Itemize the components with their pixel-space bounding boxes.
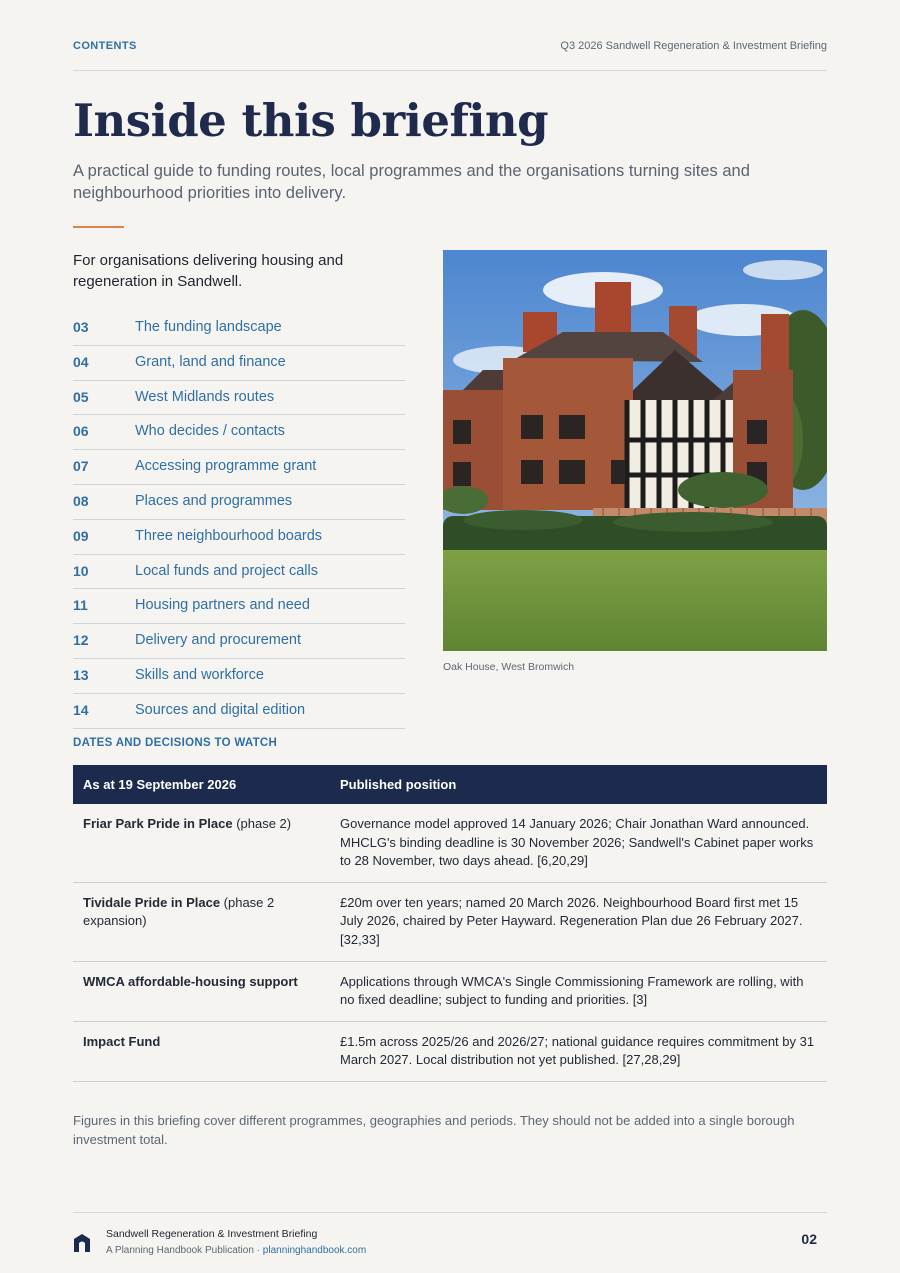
section-label: CONTENTS <box>73 40 137 52</box>
position-cell: Applications through WMCA's Single Commissioning Framework are rolling, with no fixed deadline; subject to funding and priorities. [3] <box>330 961 827 1021</box>
item-name: WMCA affordable-housing support <box>83 973 298 989</box>
footer-publication-title: Sandwell Regeneration & Investment Briefing <box>106 1228 318 1240</box>
publisher-name: A Planning Handbook Publication · <box>106 1245 263 1256</box>
toc-page-number: 07 <box>73 458 89 475</box>
accent-rule <box>73 226 124 228</box>
toc-page-number: 11 <box>73 597 88 614</box>
position-cell: £1.5m across 2025/26 and 2026/27; national guidance requires commitment by 31 March 2027. Local distribution not yet published. [27,28,29] <box>330 1021 827 1081</box>
table-row <box>73 882 827 961</box>
publisher-logo-icon <box>73 1233 91 1258</box>
toc-item[interactable] <box>73 520 405 555</box>
audience-statement: For organisations delivering housing and regeneration in Sandwell. <box>73 252 344 290</box>
table-row <box>73 1021 827 1081</box>
table-row <box>73 804 827 882</box>
item-cell <box>73 882 330 961</box>
toc-item[interactable] <box>73 624 405 659</box>
toc-label: Skills and workforce <box>135 666 264 683</box>
toc-item[interactable] <box>73 485 405 520</box>
item-name: Friar Park Pride in Place <box>83 816 233 831</box>
position-cell: Governance model approved 14 January 2026; Chair Jonathan Ward announced. MHCLG's binding deadline is 30 November 2026; Sandwell's Cabinet paper works to 28 November, two days ahead. [6,20,29] <box>330 804 827 882</box>
toc-item[interactable] <box>73 450 405 485</box>
item-qualifier: (phase 2 expansion) <box>83 894 275 929</box>
item-name: Tividale Pride in Place <box>83 894 221 910</box>
publisher-link[interactable]: planninghandbook.com <box>262 1245 367 1256</box>
running-title: Q3 2026 Sandwell Regeneration & Investment Briefing <box>560 40 827 52</box>
toc-page-number: 06 <box>73 423 89 440</box>
toc-label: Local funds and project calls <box>135 562 318 579</box>
toc-label: Sources and digital edition <box>135 701 306 718</box>
position-cell: £20m over ten years; named 20 March 2026. Neighbourhood Board first met 15 July 2026, chaired by Peter Hayward. Regeneration Plan due 26 February 2027. [32,33] <box>330 882 827 961</box>
item-cell <box>73 1021 330 1081</box>
toc-item[interactable] <box>73 346 405 381</box>
toc-item[interactable] <box>73 694 405 729</box>
toc-page-number: 13 <box>73 666 89 683</box>
running-header <box>73 38 827 71</box>
column-header: Published position <box>330 765 827 804</box>
toc-page-number: 08 <box>73 492 89 509</box>
toc-item[interactable] <box>73 311 405 346</box>
table-row <box>73 961 827 1021</box>
watch-heading: DATES AND DECISIONS TO WATCH <box>73 737 278 749</box>
footnote: Figures in this briefing cover different programmes, geographies and periods. They should not be added into a single borough investment total. <box>73 1113 795 1147</box>
toc-label: Who decides / contacts <box>135 423 285 440</box>
toc-label: Housing partners and need <box>135 597 310 614</box>
toc-label: Places and programmes <box>135 492 293 509</box>
toc-page-number: 03 <box>73 319 89 335</box>
photo-caption: Oak House, West Bromwich <box>443 661 575 673</box>
toc-page-number: 12 <box>73 632 89 649</box>
table-of-contents <box>73 311 405 729</box>
toc-label: West Midlands routes <box>135 388 275 405</box>
toc-item[interactable] <box>73 555 405 590</box>
toc-page-number: 04 <box>73 353 89 370</box>
item-cell <box>73 804 330 882</box>
lede-paragraph: A practical guide to funding routes, local programmes and the organisations turning sites and neighbourhood priorities into delivery. <box>73 162 750 202</box>
toc-label: Grant, land and finance <box>135 353 286 370</box>
toc-item[interactable] <box>73 381 405 416</box>
toc-label: Delivery and procurement <box>135 632 302 649</box>
page-footer <box>73 1212 827 1262</box>
page-title: Inside this briefing <box>73 94 549 147</box>
toc-label: Three neighbourhood boards <box>135 527 323 544</box>
toc-page-number: 05 <box>73 388 89 405</box>
toc-label: Accessing programme grant <box>135 458 317 475</box>
toc-item[interactable] <box>73 659 405 694</box>
item-cell <box>73 961 330 1021</box>
page-number: 02 <box>801 1231 817 1247</box>
toc-page-number: 09 <box>73 527 89 544</box>
toc-item[interactable] <box>73 415 405 450</box>
column-header: As at 19 September 2026 <box>73 765 330 804</box>
toc-label: The funding landscape <box>135 319 282 335</box>
footer-publisher-line <box>106 1245 366 1256</box>
toc-page-number: 10 <box>73 562 89 579</box>
dates-table <box>73 765 827 1082</box>
table-header-row <box>73 765 827 804</box>
item-qualifier: (phase 2) <box>232 816 292 831</box>
oak-house-photo <box>443 250 827 651</box>
page <box>73 0 827 1273</box>
toc-page-number: 14 <box>73 701 89 718</box>
item-name: Impact Fund <box>83 1033 161 1049</box>
toc-item[interactable] <box>73 589 405 624</box>
